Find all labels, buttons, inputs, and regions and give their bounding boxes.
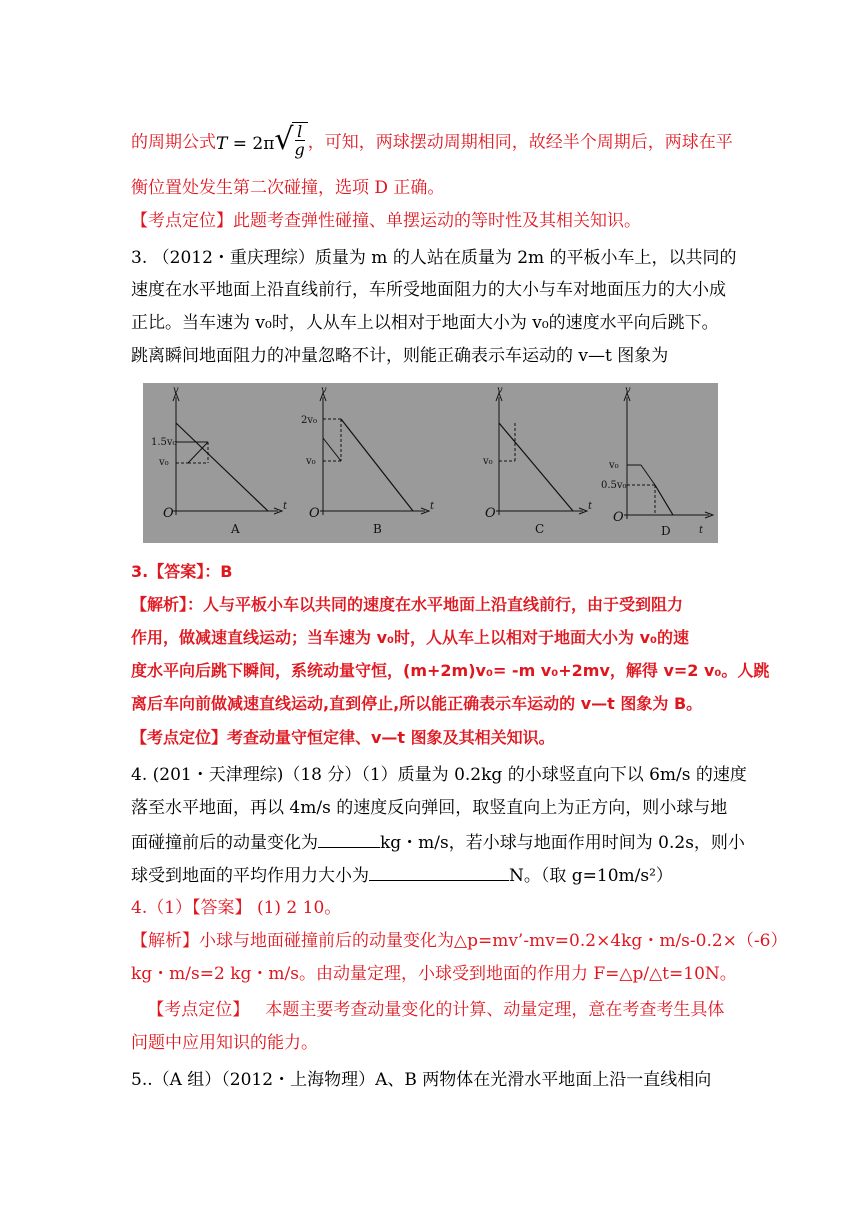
graph-B-origin: O bbox=[309, 506, 320, 521]
q3-line2: 速度在水平地面上沿直线前行，车所受地面阻力的大小与车对地面压力的大小成 bbox=[131, 280, 726, 300]
graph-A bbox=[173, 393, 282, 515]
blank-average-force bbox=[369, 862, 509, 881]
formula-eq: = 2π bbox=[232, 134, 275, 154]
graph-D-mid-label: 0.5v₀ bbox=[601, 480, 627, 491]
graph-B-v-label: v bbox=[321, 385, 327, 396]
vt-graphs-image bbox=[143, 383, 718, 543]
q3-line3: 正比。当车速为 v₀时，人从车上以相对于地面大小为 v₀的速度水平向后跳下。 bbox=[131, 313, 719, 333]
graph-B-mid-label: v₀ bbox=[306, 456, 316, 467]
graph-C-mid-label: v₀ bbox=[483, 456, 493, 467]
graph-B-t-label: t bbox=[430, 501, 435, 512]
answer4-line5: 问题中应用知识的能力。 bbox=[131, 1033, 318, 1053]
graph-C-letter: C bbox=[535, 522, 545, 536]
para1-line2: 衡位置处发生第二次碰撞，选项 D 正确。 bbox=[131, 178, 445, 198]
graph-D-v-label: v bbox=[625, 385, 631, 396]
q4-line3-a: 面碰撞前后的动量变化为 bbox=[131, 833, 318, 853]
graph-D-letter: D bbox=[661, 524, 671, 538]
answer3-line1: 3.【答案】：B bbox=[131, 562, 233, 581]
graph-D-top-label: v₀ bbox=[609, 460, 619, 471]
answer3-line5: 离后车向前做减速直线运动,直到停止,所以能正确表示车运动的 v—t 图象为 B。 bbox=[131, 694, 703, 713]
q4-line3-b: kg・m/s，若小球与地面作用时间为 0.2s，则小 bbox=[380, 833, 745, 853]
graph-D-t-label: t bbox=[699, 525, 704, 536]
graph-B-top-label: 2v₀ bbox=[301, 415, 318, 426]
q5-line1: 5..（A 组）（2012・上海物理）A、B 两物体在光滑水平地面上沿一直线相向 bbox=[131, 1070, 712, 1090]
q4-line4-a: 球受到地面的平均作用力大小为 bbox=[131, 866, 369, 886]
graph-C-t-label: t bbox=[588, 501, 593, 512]
graph-A-mid-label: v₀ bbox=[159, 457, 169, 468]
graph-C-v-label: v bbox=[497, 385, 503, 396]
graph-D bbox=[624, 393, 713, 519]
period-formula bbox=[216, 122, 308, 164]
graph-C bbox=[496, 393, 587, 515]
q3-line1: 3. （2012・重庆理综）质量为 m 的人站在质量为 2m 的平板小车上，以共同的 bbox=[131, 248, 737, 268]
graph-C-origin: O bbox=[485, 506, 496, 521]
graph-A-letter: A bbox=[231, 522, 240, 536]
formula-denominator: g bbox=[294, 140, 305, 159]
graph-D-origin: O bbox=[613, 510, 624, 525]
formula-suffix: ，可知，两球摆动周期相同，故经半个周期后，两球在平 bbox=[307, 132, 733, 153]
graph-A-top-label: 1.5v₀ bbox=[151, 437, 177, 448]
answer3-line3: 作用，做减速直线运动；当车速为 v₀时，人从车上以相对于地面大小为 v₀的速 bbox=[131, 628, 690, 647]
graph-A-t-label: t bbox=[283, 501, 288, 512]
q3-line4: 跳离瞬间地面阻力的冲量忽略不计，则能正确表示车运动的 v—t 图象为 bbox=[131, 346, 669, 366]
formula-line bbox=[131, 122, 731, 162]
graph-A-v-label: v bbox=[173, 385, 179, 396]
q4-line4 bbox=[131, 862, 731, 888]
kaodian-1: 【考点定位】此题考查弹性碰撞、单摆运动的等时性及其相关知识。 bbox=[131, 211, 641, 231]
q4-line3 bbox=[131, 829, 745, 855]
q4-line1: 4. (201・天津理综)（18 分）（1）质量为 0.2kg 的小球竖直向下以 6m/s 的速度 bbox=[131, 765, 747, 785]
answer4-line4: 【考点定位】 本题主要考查动量变化的计算、动量定理，意在考查考生具体 bbox=[131, 1000, 725, 1020]
graph-B-letter: B bbox=[373, 522, 382, 536]
answer4-line1: 4.（1）【答案】 (1) 2 10。 bbox=[131, 898, 342, 918]
graph-B bbox=[320, 393, 429, 515]
graph-A-origin: O bbox=[163, 506, 174, 521]
answer3-line4: 度水平向后跳下瞬间，系统动量守恒，(m+2m)v₀= -m v₀+2mv，解得 v=2 v₀。人跳 bbox=[131, 661, 770, 680]
blank-momentum-change bbox=[318, 829, 380, 848]
formula-prefix: 的周期公式 bbox=[131, 132, 216, 153]
q4-line4-b: N。（取 g=10m/s²） bbox=[509, 866, 673, 886]
formula-T: T bbox=[216, 134, 228, 154]
answer4-line2: 【解析】小球与地面碰撞前后的动量变化为△p=mv’-mv=0.2×4kg・m/s-0.2×（-6） bbox=[131, 931, 788, 951]
formula-numerator: l bbox=[297, 122, 303, 141]
answer3-line2: 【解析】：人与平板小车以共同的速度在水平地面上沿直线前行，由于受到阻力 bbox=[131, 595, 684, 614]
sqrt-symbol: √ $\frac{l}{g}$ bbox=[274, 122, 307, 158]
q4-line2: 落至水平地面，再以 4m/s 的速度反向弹回，取竖直向上为正方向，则小球与地 bbox=[131, 798, 728, 818]
answer4-line3: kg・m/s=2 kg・m/s。由动量定理，小球受到地面的作用力 F=△p/△t=10N。 bbox=[131, 964, 737, 984]
answer3-line6: 【考点定位】考查动量守恒定律、v—t 图象及其相关知识。 bbox=[131, 728, 555, 747]
